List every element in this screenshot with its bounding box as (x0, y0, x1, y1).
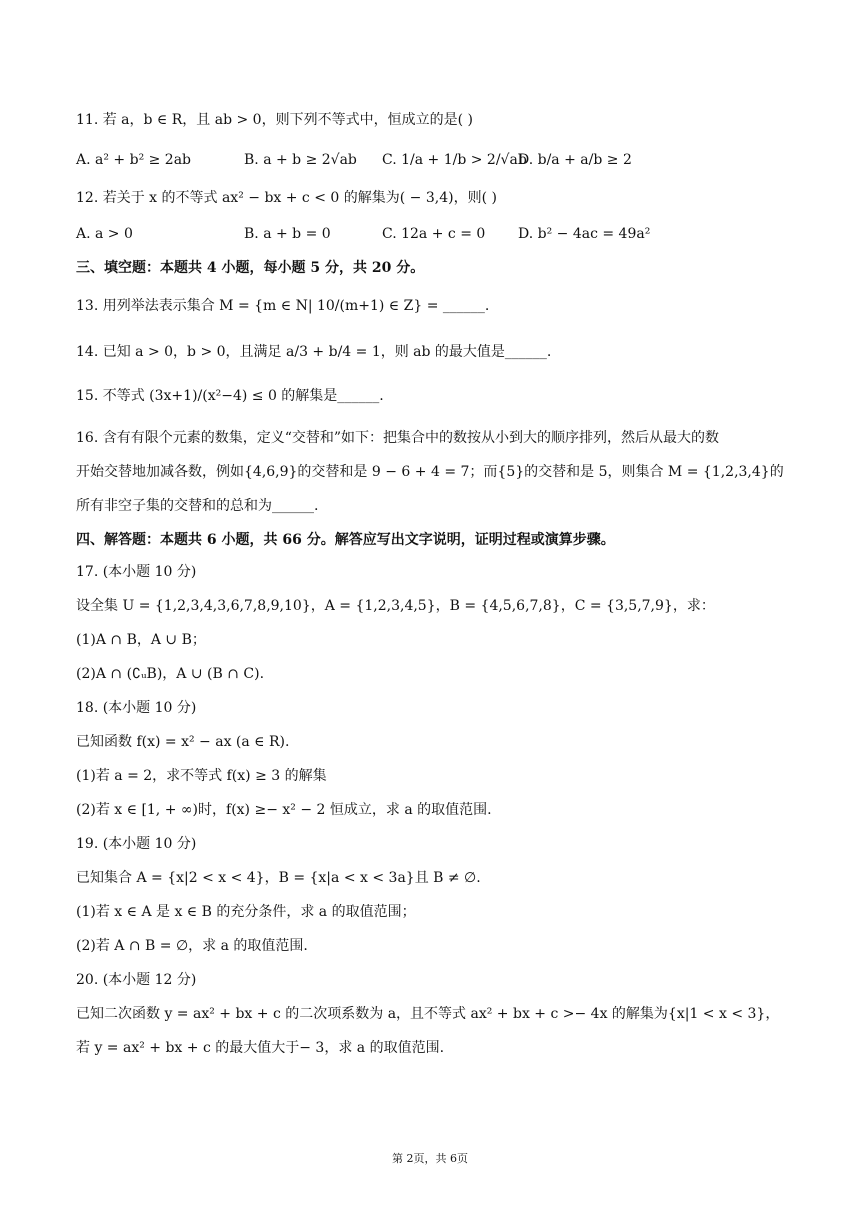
q16-line-1: 16. 含有有限个元素的数集，定义“交替和”如下：把集合中的数按从小到大的顺序排列，然后从最大的数 (76, 430, 720, 446)
page-footer: 第 2页，共 6页 (392, 1152, 468, 1165)
q18-line-2: (1)若 a = 2，求不等式 f(x) ≥ 3 的解集 (76, 768, 327, 784)
q12-options (76, 224, 790, 246)
q17-line-3: (2)A ∩ (∁ᵤB)，A ∪ (B ∩ C). (76, 666, 265, 682)
q20-heading: 20. (本小题 12 分) (76, 972, 197, 988)
q17-line-2: (1)A ∩ B，A ∪ B； (76, 632, 206, 648)
q12-option-a: A. a > 0 (76, 226, 133, 242)
q18-heading: 18. (本小题 10 分) (76, 700, 197, 716)
q11-option-b: B. a + b ≥ 2√ab (244, 152, 357, 168)
q12-option-b: B. a + b = 0 (244, 226, 331, 242)
q16-line-3: 所有非空子集的交替和的总和为______. (76, 498, 319, 514)
q14: 14. 已知 a > 0，b > 0，且满足 a/3 + b/4 = 1，则 ab 的最大值是______. (76, 344, 552, 360)
q17-line-1: 设全集 U = {1,2,3,4,3,6,7,8,9,10}，A = {1,2,3,4,5}，B = {4,5,6,7,8}，C = {3,5,7,9}，求： (76, 598, 715, 614)
q11-stem: 11. 若 a，b ∈ R，且 ab > 0，则下列不等式中，恒成立的是( ) (76, 112, 473, 128)
q11-options (76, 150, 790, 172)
q18-line-1: 已知函数 f(x) = x² − ax (a ∈ R). (76, 734, 290, 750)
q18-line-3: (2)若 x ∈ [1, + ∞)时，f(x) ≥− x² − 2 恒成立，求 a 的取值范围. (76, 802, 492, 818)
q11-option-a: A. a² + b² ≥ 2ab (76, 152, 192, 168)
q11-option-c: C. 1/a + 1/b > 2/√ab (382, 152, 527, 168)
q19-heading: 19. (本小题 10 分) (76, 836, 197, 852)
q19-line-2: (1)若 x ∈ A 是 x ∈ B 的充分条件，求 a 的取值范围； (76, 904, 416, 920)
q20-line-2: 若 y = ax² + bx + c 的最大值大于− 3，求 a 的取值范围. (76, 1040, 445, 1056)
q16-line-2: 开始交替地加减各数，例如{4,6,9}的交替和是 9 − 6 + 4 = 7；而{5}的交替和是 5，则集合 M = {1,2,3,4}的 (76, 464, 784, 480)
q11-option-d: D. b/a + a/b ≥ 2 (518, 152, 632, 168)
q12-option-d: D. b² − 4ac = 49a² (518, 226, 651, 242)
q12-stem: 12. 若关于 x 的不等式 ax² − bx + c < 0 的解集为( − 3,4)，则( ) (76, 190, 497, 206)
q17-heading: 17. (本小题 10 分) (76, 564, 197, 580)
q12-option-c: C. 12a + c = 0 (382, 226, 486, 242)
q15: 15. 不等式 (3x+1)/(x²−4) ≤ 0 的解集是______. (76, 388, 384, 404)
q19-line-1: 已知集合 A = {x|2 < x < 4}，B = {x|a < x < 3a}且 B ≠ ∅. (76, 870, 481, 886)
q19-line-3: (2)若 A ∩ B = ∅，求 a 的取值范围. (76, 938, 308, 954)
section-3-heading: 三、填空题：本题共 4 小题，每小题 5 分，共 20 分。 (76, 260, 425, 276)
section-4-heading: 四、解答题：本题共 6 小题，共 66 分。解答应写出文字说明，证明过程或演算步骤。 (76, 532, 615, 548)
q20-line-1: 已知二次函数 y = ax² + bx + c 的二次项系数为 a，且不等式 ax² + bx + c >− 4x 的解集为{x|1 < x < 3}， (76, 1006, 780, 1022)
q13: 13. 用列举法表示集合 M = {m ∈ N| 10/(m+1) ∈ Z} = ______. (76, 298, 490, 314)
